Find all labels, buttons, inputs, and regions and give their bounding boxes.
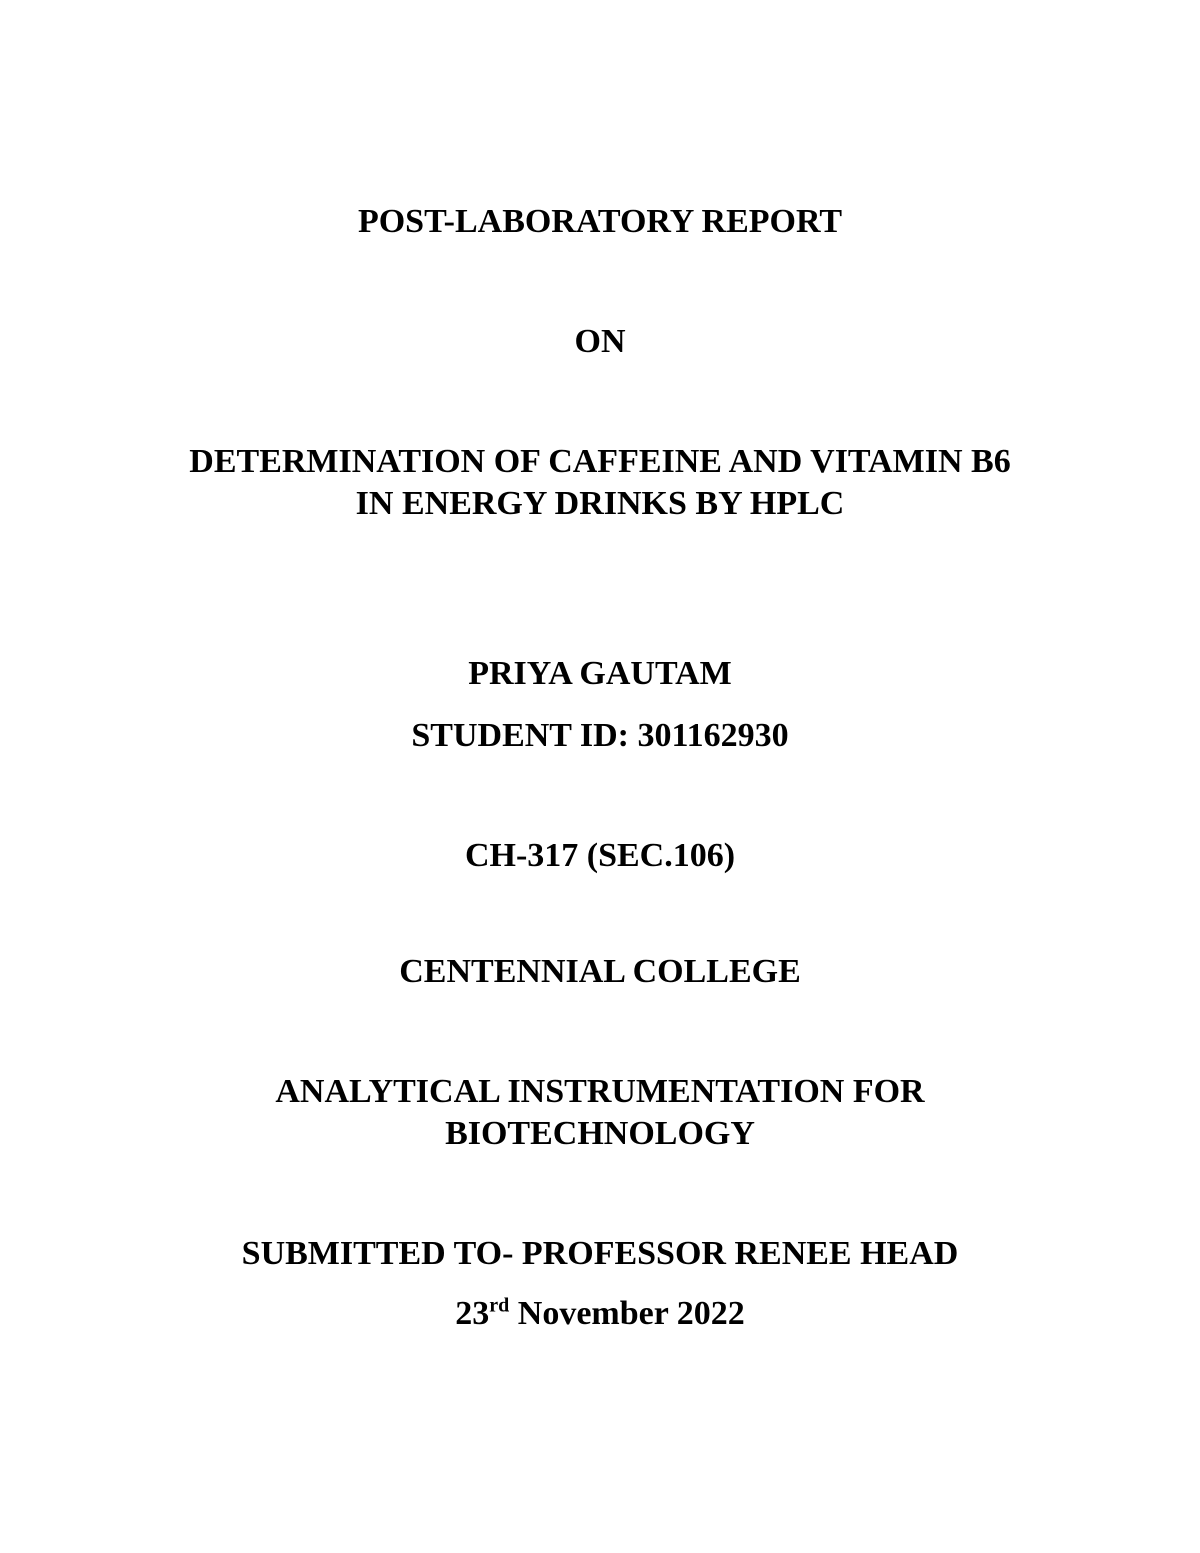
date-day: 23 [455,1295,490,1332]
date-month-year: November 2022 [509,1295,745,1332]
course-code: CH-317 (SEC.106) [464,837,736,874]
date-ordinal-suffix: rd [489,1294,510,1317]
student-name: PRIYA GAUTAM [468,655,732,692]
report-title-line-2: IN ENERGY DRINKS BY HPLC [355,485,845,522]
course-name-line-2: BIOTECHNOLOGY [445,1115,755,1152]
student-id: STUDENT ID: 301162930 [411,717,789,754]
report-title-line-1: DETERMINATION OF CAFFEINE AND VITAMIN B6 [189,443,1011,480]
course-name-line-1: ANALYTICAL INSTRUMENTATION FOR [275,1073,925,1110]
submitted-to: SUBMITTED TO- PROFESSOR RENEE HEAD [241,1235,959,1272]
submission-date [0,1292,1200,1336]
college-name: CENTENNIAL COLLEGE [399,953,801,990]
report-type-heading: POST-LABORATORY REPORT [357,203,843,240]
on-heading: ON [574,323,626,360]
